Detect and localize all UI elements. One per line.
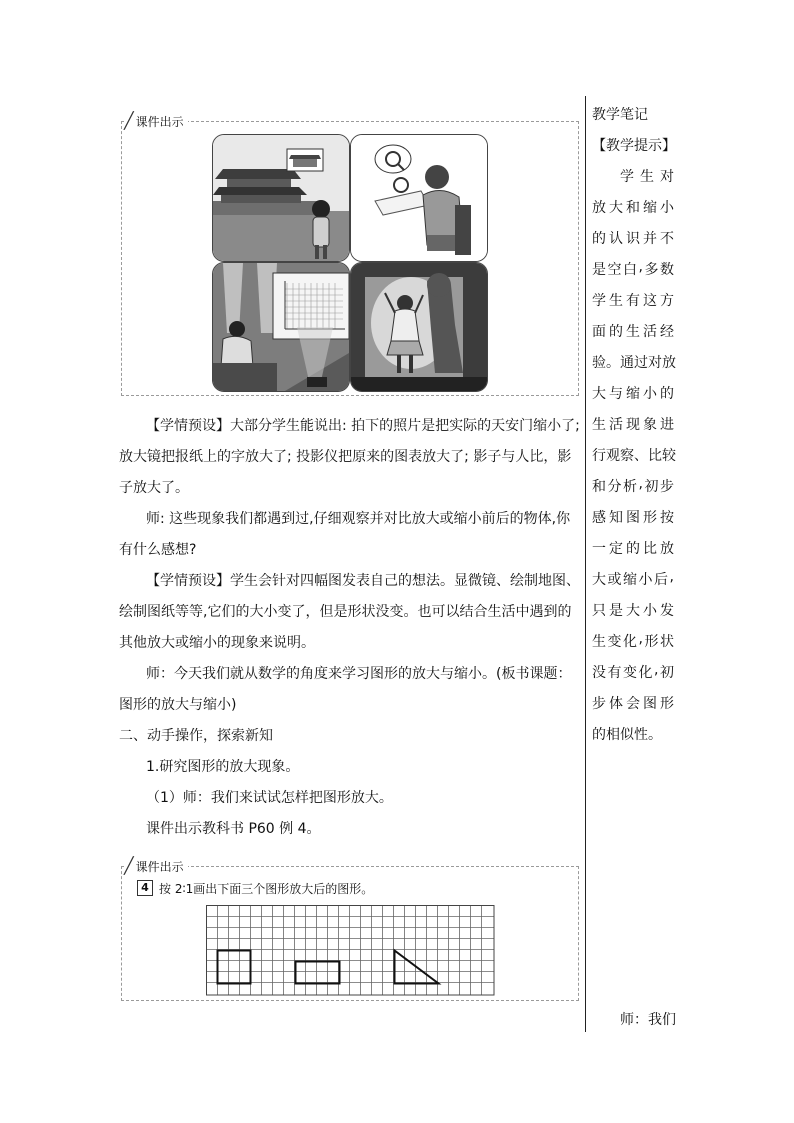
- sidebar-tip-line: 的 认 识 并 不: [592, 231, 674, 247]
- tag-slash-icon: ╱: [124, 856, 134, 875]
- sidebar-tip-line: 的 相 似 性 。: [592, 727, 662, 743]
- picture-shadow: [350, 262, 488, 392]
- sidebar-tip-header: 【教学提示】: [592, 138, 676, 154]
- sidebar-tip-line: 只 是 大 小 发: [592, 603, 674, 619]
- sidebar-tip-line: 放 大 和 缩 小: [592, 200, 674, 216]
- example-number-badge: 4: [137, 880, 153, 896]
- paragraph-line: 图形的放大与缩小): [119, 697, 237, 713]
- sidebar-tip-line: 步 体 会 图 形: [592, 696, 674, 712]
- paragraph-line: 【学情预设】学生会针对四幅图发表自己的想法。显微镜、绘制地图、: [146, 573, 580, 589]
- paragraph-line: 【学情预设】大部分学生能说出: 拍下的照片是把实际的天安门缩小了;: [146, 418, 580, 434]
- picture-tiananmen: [212, 134, 350, 262]
- sidebar-tip-line: 没 有 变 化 , 初: [592, 662, 674, 681]
- sidebar-tip-line: 大 与 缩 小 的: [592, 386, 674, 402]
- step-line: 课件出示教科书 P60 例 4。: [146, 821, 321, 837]
- drawing-grid: [206, 905, 496, 1001]
- picture-projector: [212, 262, 350, 392]
- sidebar-footer: 师：我们: [620, 1012, 676, 1028]
- step-line: （1）师：我们来试试怎样把图形放大。: [146, 790, 393, 806]
- step-line: 1.研究图形的放大现象。: [146, 759, 300, 775]
- courseware-tag: ╱ 课件出示: [124, 857, 188, 876]
- sidebar-tip-line: 生 活 现 象 进: [592, 417, 674, 433]
- sidebar-tip-line: 和 分 析 , 初 步: [592, 476, 674, 495]
- sidebar-tip-line: 生 变 化 , 形 状: [592, 631, 674, 650]
- paragraph-line: 放大镜把报纸上的字放大了; 投影仪把原来的图表放大了; 影子与人比，影: [119, 449, 572, 465]
- sidebar-tip-line: 面 的 生 活 经: [592, 324, 674, 340]
- tag-slash-icon: ╱: [124, 111, 134, 130]
- paragraph-line: 有什么感想?: [119, 542, 197, 558]
- sidebar-tip-line: 学 生 对: [620, 169, 674, 185]
- sidebar-tip-line: 是 空 白 , 多 数: [592, 259, 674, 278]
- example-instruction: 按 2∶1画出下面三个图形放大后的图形。: [159, 882, 374, 896]
- sidebar-tip-line: 一 定 的 比 放: [592, 541, 674, 557]
- margin-divider: [585, 96, 586, 1032]
- courseware-tag: ╱ 课件出示: [124, 112, 188, 131]
- paragraph-line: 师：今天我们就从数学的角度来学习图形的放大与缩小。(板书课题：: [146, 666, 572, 682]
- sidebar-tip-line: 感 知 图 形 按: [592, 510, 674, 526]
- picture-magnifier: [350, 134, 488, 262]
- paragraph-line: 绘制图纸等等,它们的大小变了，但是形状没变。也可以结合生活中遇到的: [119, 604, 572, 620]
- sidebar-tip-line: 学 生 有 这 方: [592, 293, 674, 309]
- sidebar-title: 教学笔记: [592, 107, 648, 123]
- section-heading: 二、动手操作，探索新知: [119, 728, 273, 744]
- sidebar-tip-line: 大 或 缩 小 后 ,: [592, 569, 674, 588]
- sidebar-tip-line: 验 。 通 过 对 放: [592, 355, 676, 371]
- paragraph-line: 其他放大或缩小的现象来说明。: [119, 635, 315, 651]
- paragraph-line: 子放大了。: [119, 480, 189, 496]
- paragraph-line: 师: 这些现象我们都遇到过,仔细观察并对比放大或缩小前后的物体,你: [146, 511, 571, 527]
- sidebar-tip-line: 行 观 察 、 比 较: [592, 448, 676, 464]
